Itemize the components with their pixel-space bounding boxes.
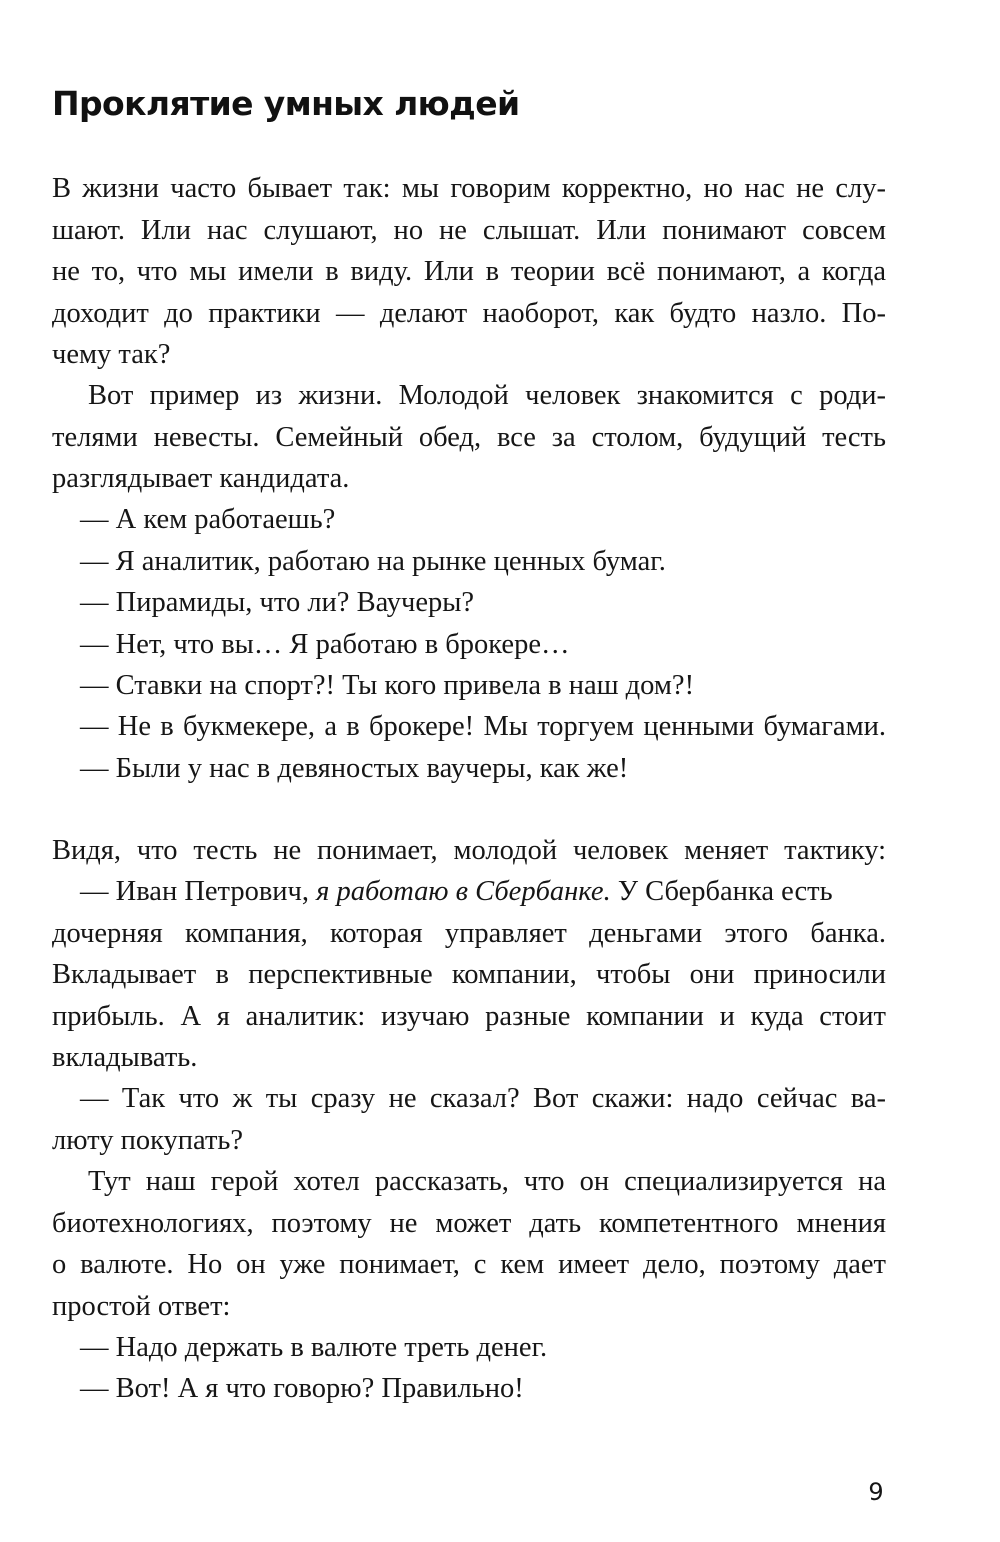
text-line: прибыль. А я аналитик: изучаю разные компании и куда стоит — [52, 1001, 886, 1032]
emphasized-text: я работаю в Сбербанке. — [316, 876, 611, 907]
dialogue-line: — Так что ж ты сразу не сказал? Вот скажи: надо сейчас ва- — [80, 1083, 886, 1114]
text-line: Тут наш герой хотел рассказать, что он специализируется на — [88, 1166, 886, 1197]
text-line: чему так? — [52, 339, 171, 370]
text-line: биотехнологиях, поэтому не может дать компетентного мнения — [52, 1208, 886, 1239]
text-line: Видя, что тесть не понимает, молодой человек меняет тактику: — [52, 835, 886, 866]
text-line: не то, что мы имели в виду. Или в теории всё понимают, а когда — [52, 256, 886, 287]
dialogue-line: — Надо держать в валюте треть денег. — [80, 1332, 548, 1363]
text-line: Вкладывает в перспективные компании, чтобы они приносили — [52, 959, 886, 990]
dialogue-line: — Нет, что вы… Я работаю в брокере… — [80, 629, 570, 660]
text-line: телями невесты. Семейный обед, все за столом, будущий тесть — [52, 422, 886, 453]
dialogue-line: — Пирамиды, что ли? Ваучеры? — [80, 587, 475, 618]
dialogue-line: — Вот! А я что говорю? Правильно! — [80, 1373, 524, 1404]
text-line: вкладывать. — [52, 1042, 198, 1073]
dialogue-line: — Ставки на спорт?! Ты кого привела в наш дом?! — [80, 670, 695, 701]
dialogue-line: — Не в букмекере, а в брокере! Мы торгуем ценными бумагами. — [80, 711, 886, 742]
text-line: люту покупать? — [52, 1125, 244, 1156]
text-line: дочерняя компания, которая управляет деньгами этого банка. — [52, 918, 886, 949]
page-number: 9 — [868, 1478, 884, 1506]
dialogue-line — [80, 873, 833, 911]
dialogue-line: — А кем работаешь? — [80, 504, 336, 535]
chapter-title: Проклятие умных людей — [52, 84, 520, 123]
text-line: разглядывает кандидата. — [52, 463, 350, 494]
dialogue-fragment: У Сбербанка есть — [610, 876, 833, 907]
text-line: Вот пример из жизни. Молодой человек знакомится с роди- — [88, 380, 886, 411]
dialogue-line: — Были у нас в девяностых ваучеры, как же! — [80, 753, 629, 784]
dialogue-fragment: — Иван Петрович, — [80, 876, 317, 907]
text-line: шают. Или нас слушают, но не слышат. Или понимают совсем — [52, 215, 886, 246]
dialogue-line: — Я аналитик, работаю на рынке ценных бумаг. — [80, 546, 666, 577]
text-line: В жизни часто бывает так: мы говорим корректно, но нас не слу- — [52, 173, 886, 204]
text-line: доходит до практики — делают наоборот, как будто назло. По- — [52, 298, 886, 329]
text-line: о валюте. Но он уже понимает, с кем имеет дело, поэтому дает — [52, 1249, 886, 1280]
text-line: простой ответ: — [52, 1291, 231, 1322]
